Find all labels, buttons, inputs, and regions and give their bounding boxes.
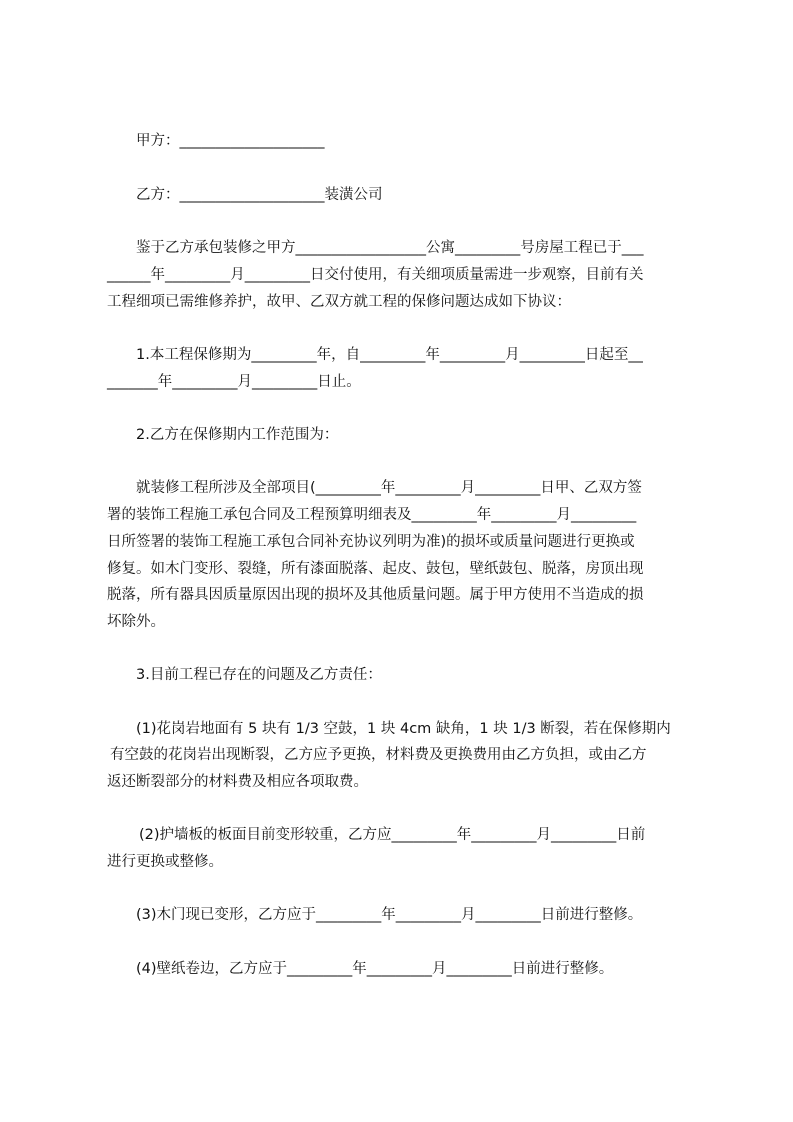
clause-3-item-3-line: (3)木门现已变形，乙方应于_________年_________月_________日前进行整修。 — [136, 907, 643, 923]
clause-2-line: 日所签署的装饰工程施工承包合同补充协议列明为准)的损坏或质量问题进行更换或 — [107, 534, 635, 550]
clause-2-line: 坏除外。 — [107, 614, 165, 630]
clause-2-line: 修复。如木门变形、裂缝，所有漆面脱落、起皮、鼓包，壁纸鼓包、脱落，房顶出现 — [107, 561, 644, 577]
intro-line: ______年_________月_________日交付使用，有关细项质量需进一步观察，目前有关 — [107, 267, 644, 283]
clause-3-item-1-line: (1)花岗岩地面有 5 块有 1/3 空鼓，1 块 4cm 缺角，1 块 1/3 断裂，若在保修期内 — [136, 721, 671, 737]
clause-3-item-1-line: 有空鼓的花岗岩出现断裂，乙方应予更换，材料费及更换费用由乙方负担，或由乙方 — [110, 747, 647, 763]
clause-3-item-2-line: 进行更换或整修。 — [107, 854, 223, 870]
clause-3-item-4-line: (4)壁纸卷边，乙方应于_________年_________月_________日前进行整修。 — [136, 961, 614, 977]
clause-2-heading: 2.乙方在保修期内工作范围为： — [136, 427, 339, 443]
clause-3-heading: 3.目前工程已存在的问题及乙方责任： — [136, 667, 382, 683]
party-a-line: 甲方：____________________ — [136, 133, 325, 149]
clause-3-item-1-line: 返还断裂部分的材料费及相应各项取费。 — [107, 774, 368, 790]
clause-2-line: 脱落，所有器具因质量原因出现的损坏及其他质量问题。属于甲方使用不当造成的损 — [107, 587, 644, 603]
clause-1-line: _______年_________月_________日止。 — [107, 374, 361, 390]
intro-line: 鉴于乙方承包装修之甲方__________________公寓_________号房屋工程已于___ — [136, 240, 644, 256]
party-b-line: 乙方：____________________装潢公司 — [136, 187, 383, 203]
clause-2-line: 署的装饰工程施工承包合同及工程预算明细表及_________年_________月_________ — [107, 507, 637, 523]
clause-2-line: 就装修工程所涉及全部项目(_________年_________月_________日甲、乙双方签 — [136, 480, 642, 496]
clause-1-line: 1.本工程保修期为_________年，自_________年_________月_________日起至__ — [136, 347, 643, 363]
clause-3-item-2-line: (2)护墙板的板面目前变形较重，乙方应_________年_________月_________日前 — [139, 827, 646, 843]
intro-line: 工程细项已需维修养护，故甲、乙双方就工程的保修问题达成如下协议： — [107, 294, 571, 310]
